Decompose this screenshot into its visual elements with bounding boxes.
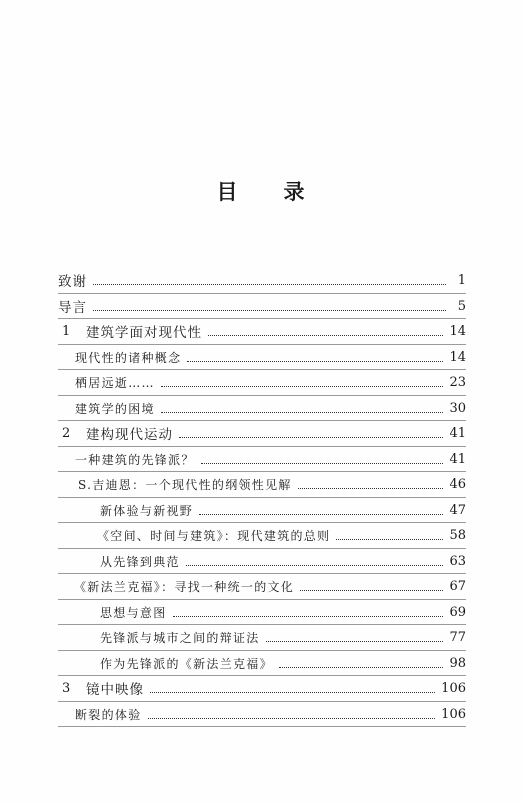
toc-entry-page: 47: [449, 502, 466, 518]
dot-leader: [199, 513, 443, 515]
divider: [58, 471, 466, 472]
divider: [58, 624, 466, 625]
divider: [58, 446, 466, 447]
toc-chapter[interactable]: [62, 321, 466, 341]
toc-subsection[interactable]: [100, 627, 466, 647]
toc-entry-page: 41: [449, 451, 466, 467]
toc-entry-page: 69: [449, 604, 466, 620]
title-char-2: 录: [283, 180, 307, 204]
dot-leader: [187, 360, 443, 362]
chapter-number: 2: [62, 425, 71, 441]
toc-entry[interactable]: [58, 270, 466, 290]
toc-section[interactable]: [78, 474, 466, 494]
toc-section[interactable]: [75, 704, 466, 724]
dot-leader: [300, 589, 443, 591]
divider: [58, 599, 466, 600]
toc-entry-label: 致谢: [58, 274, 87, 290]
dot-leader: [266, 640, 444, 642]
dot-leader: [336, 538, 443, 540]
toc-chapter[interactable]: [62, 678, 466, 698]
toc-section[interactable]: [74, 576, 466, 596]
toc-entry-label: 《空间、时间与建筑》：现代建筑的总则: [97, 528, 331, 543]
toc-entry-label: 断裂的体验: [75, 707, 142, 722]
toc-entry-page: 41: [449, 425, 466, 441]
toc-subsection[interactable]: [100, 602, 466, 622]
toc-subsection[interactable]: [100, 500, 466, 520]
divider: [58, 573, 466, 574]
toc-entry-page: 46: [449, 476, 466, 492]
toc-entry-page: 58: [449, 527, 466, 543]
dot-leader: [161, 411, 444, 413]
toc-entry-page: 23: [449, 374, 466, 390]
dot-leader: [201, 462, 444, 464]
toc-subsection[interactable]: [97, 525, 466, 545]
dot-leader: [148, 717, 436, 719]
toc-entry-page: 67: [449, 578, 466, 594]
dot-leader: [150, 691, 435, 693]
toc-entry-label: 新体验与新视野: [100, 503, 194, 518]
toc-section[interactable]: [75, 449, 466, 469]
toc-section[interactable]: [75, 398, 466, 418]
toc-entry-label: 导言: [58, 300, 87, 316]
toc-entry-page: 77: [449, 629, 466, 645]
toc-entry-label: 建筑学的困境: [75, 401, 155, 416]
chapter-number: 3: [62, 680, 71, 696]
divider: [58, 369, 466, 370]
toc-section[interactable]: [75, 347, 466, 367]
dot-leader: [179, 436, 443, 438]
toc-entry-page: 98: [449, 655, 466, 671]
toc-chapter[interactable]: [62, 423, 466, 443]
toc-entry-label: 一种建筑的先锋派？: [75, 452, 195, 467]
divider: [58, 344, 466, 345]
toc-entry-page: 5: [457, 298, 466, 314]
toc-entry-label: 《新法兰克福》：寻找一种统一的文化: [74, 579, 295, 594]
divider: [58, 395, 466, 396]
dot-leader: [161, 385, 444, 387]
divider: [58, 548, 466, 549]
divider: [58, 701, 466, 702]
toc-entry-page: 106: [441, 706, 466, 722]
toc-subsection[interactable]: [100, 551, 466, 571]
toc-entry-page: 14: [449, 323, 466, 339]
toc-entry-label: 镜中映像: [86, 682, 144, 698]
toc-entry-page: 14: [449, 349, 466, 365]
toc-entry[interactable]: [58, 296, 466, 316]
toc-entry-label: 从先锋到典范: [100, 554, 180, 569]
toc-entry-label: 思想与意图: [100, 605, 167, 620]
toc-entry-label: 现代性的诸种概念: [75, 350, 182, 365]
toc-entry-page: 106: [441, 680, 466, 696]
dot-leader: [186, 564, 444, 566]
toc-entry-page: 1: [457, 272, 466, 288]
toc-entry-label: 作为先锋派的《新法兰克福》: [100, 656, 273, 671]
toc-entry-page: 30: [449, 400, 466, 416]
toc-entry-page: 63: [449, 553, 466, 569]
divider: [58, 420, 466, 421]
dot-leader: [93, 309, 446, 311]
chapter-number: 1: [62, 323, 71, 339]
divider: [58, 522, 466, 523]
dot-leader: [279, 666, 444, 668]
toc-entry-label: 栖居远逝……: [75, 375, 155, 390]
dot-leader: [93, 283, 446, 285]
divider: [58, 650, 466, 651]
divider: [58, 497, 466, 498]
divider: [58, 675, 466, 676]
toc-entry-label: 先锋派与城市之间的辩证法: [100, 630, 260, 645]
dot-leader: [173, 615, 444, 617]
toc-subsection[interactable]: [100, 653, 466, 673]
toc-entry-label: 建筑学面对现代性: [86, 325, 202, 341]
divider: [58, 318, 466, 319]
toc-section[interactable]: [75, 372, 466, 392]
divider: [58, 293, 466, 294]
divider: [58, 726, 466, 727]
toc-entry-label: 建构现代运动: [86, 427, 173, 443]
toc-entry-label: S.吉迪恩：一个现代性的纲领性见解: [78, 477, 292, 492]
title-char-1: 目: [216, 180, 240, 204]
dot-leader: [208, 334, 443, 336]
dot-leader: [298, 487, 444, 489]
